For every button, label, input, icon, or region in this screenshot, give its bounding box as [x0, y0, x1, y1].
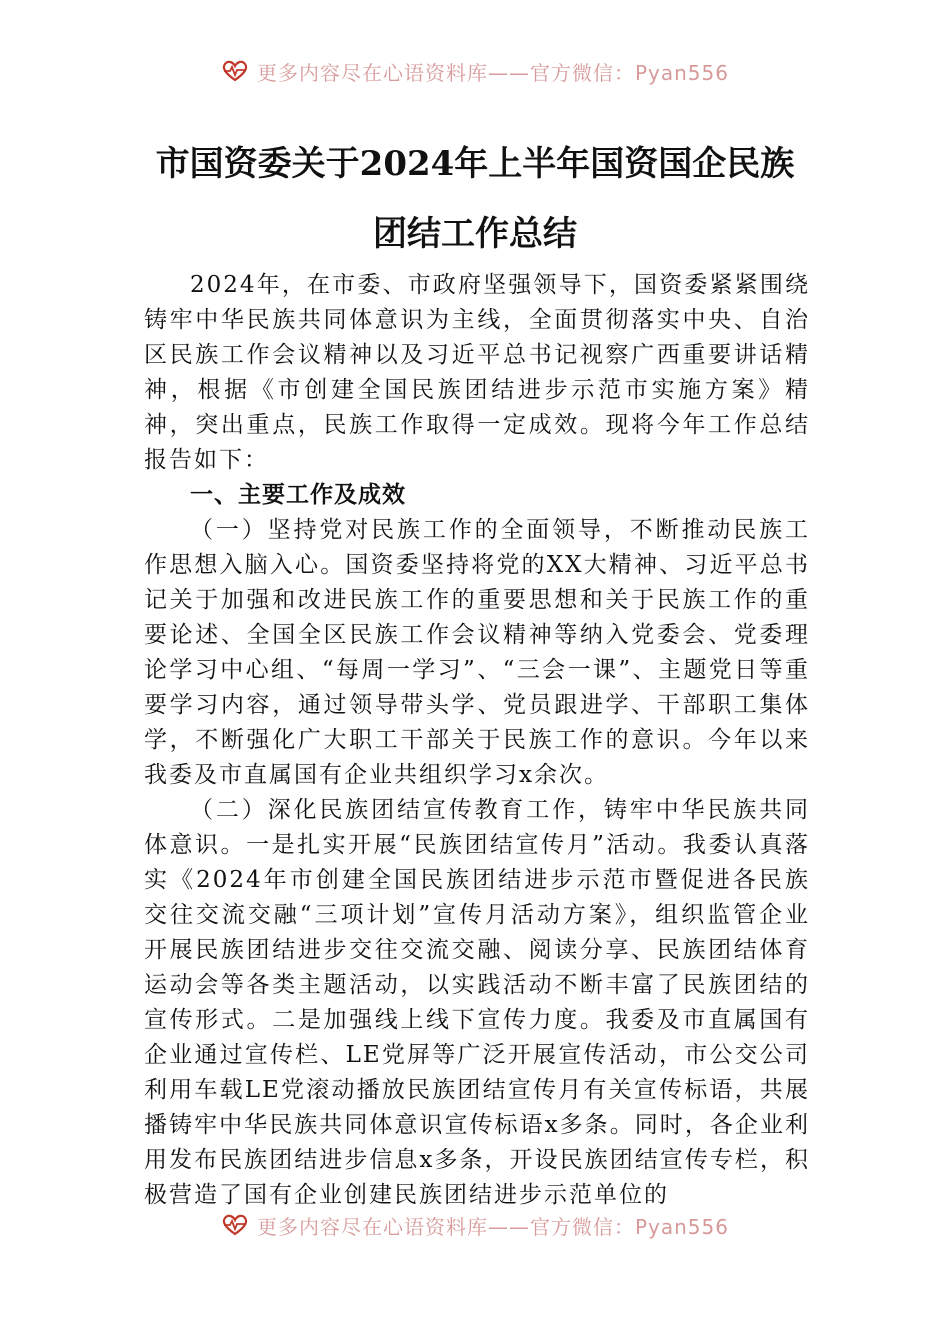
watermark-header	[0, 54, 950, 88]
document-title-line2: 团结工作总结	[373, 214, 577, 254]
watermark-footer	[0, 1208, 950, 1242]
watermark-text: 更多内容尽在心语资料库——官方微信：Pyan556	[256, 1214, 729, 1239]
paragraph-2: （二）深化民族团结宣传教育工作，铸牢中华民族共同体意识。一是扎实开展“民族团结宣传月”活动。我委认真落实《2024年市创建全国民族团结进步示范市暨促进各民族交往交流交融“三项计划”宣传月活动方案》，组织监管企业开展民族团结进步交往交流交融、阅读分享、民族团结体育运动会等各类主题活动，以实践活动不断丰富了民族团结的宣传形式。二是加强线上线下宣传力度。我委及市直属国有企业通过宣传栏、LE党屏等广泛开展宣传活动，市公交公司利用车载LE党滚动播放民族团结宣传月有关宣传标语，共展播铸牢中华民族共同体意识宣传标语x多条。同时，各企业利用发布民族团结进步信息x多条，开设民族团结宣传专栏，积极营造了国有企业创建民族团结进步示范单位的	[144, 797, 810, 1208]
paragraph-1: （一）坚持党对民族工作的全面领导，不断推动民族工作思想入脑入心。国资委坚持将党的XX大精神、习近平总书记关于加强和改进民族工作的重要思想和关于民族工作的重要论述、全国全区民族工作会议精神等纳入党委会、党委理论学习中心组、“每周一学习”、“三会一课”、主题党日等重要学习内容，通过领导带头学、党员跟进学、干部职工集体学，不断强化广大职工干部关于民族工作的意识。今年以来我委及市直属国有企业共组织学习x余次。	[144, 517, 810, 788]
watermark-text: 更多内容尽在心语资料库——官方微信：Pyan556	[256, 60, 729, 85]
intro-paragraph: 2024年，在市委、市政府坚强领导下，国资委紧紧围绕铸牢中华民族共同体意识为主线，全面贯彻落实中央、自治区民族工作会议精神以及习近平总书记视察广西重要讲话精神，根据《市创建全国民族团结进步示范市实施方案》精神，突出重点，民族工作取得一定成效。现将今年工作总结报告如下：	[144, 272, 810, 473]
document-body	[144, 268, 810, 1213]
document-title-line1: 市国资委关于2024年上半年国资国企民族	[155, 144, 795, 184]
heart-wave-logo-icon	[221, 1214, 249, 1236]
section-heading: 一、主要工作及成效	[190, 482, 406, 508]
heart-wave-logo-icon	[221, 60, 249, 82]
